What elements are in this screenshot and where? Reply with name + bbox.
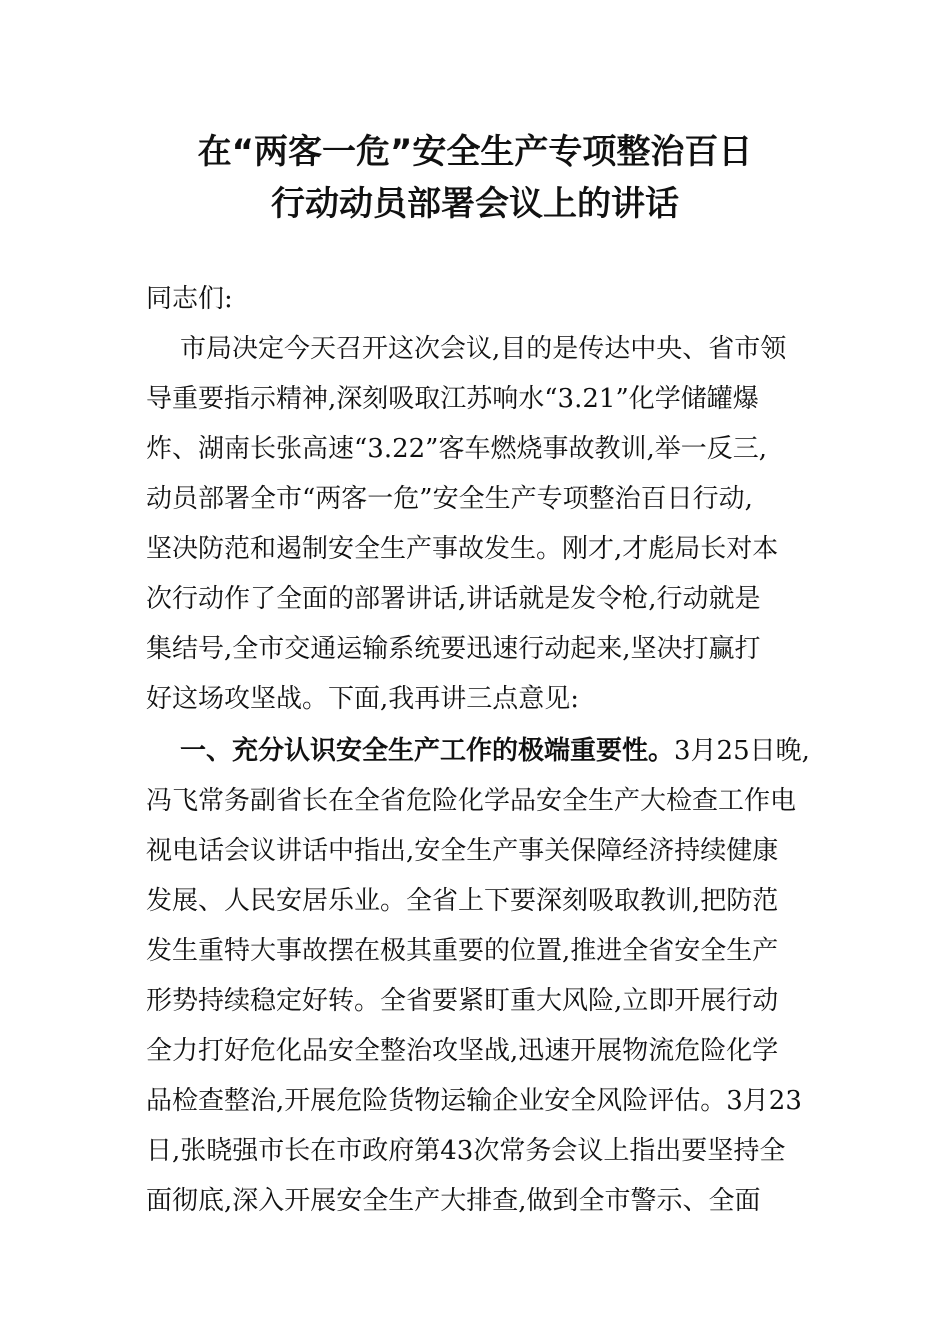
document-title-line-2: 行动动员部署会议上的讲话 bbox=[271, 184, 679, 224]
paragraph-line: 次行动作了全面的部署讲话,讲话就是发令枪,行动就是 bbox=[146, 584, 761, 614]
paragraph-line: 市局决定今天召开这次会议,目的是传达中央、省市领 bbox=[180, 334, 787, 364]
paragraph-line: 全力打好危化品安全整治攻坚战,迅速开展物流危险化学 bbox=[146, 1036, 779, 1066]
paragraph-line: 发生重特大事故摆在极其重要的位置,推进全省安全生产 bbox=[146, 936, 779, 966]
salutation: 同志们: bbox=[146, 284, 233, 314]
paragraph-line: 形势持续稳定好转。全省要紧盯重大风险,立即开展行动 bbox=[146, 986, 779, 1016]
paragraph-line: 导重要指示精神,深刻吸取江苏响水“3.21”化学储罐爆 bbox=[146, 384, 759, 414]
paragraph-line: 面彻底,深入开展安全生产大排查,做到全市警示、全面 bbox=[146, 1186, 761, 1216]
paragraph-line: 日,张晓强市长在市政府第43次常务会议上指出要坚持全 bbox=[146, 1136, 786, 1166]
paragraph-line: 炸、湖南长张高速“3.22”客车燃烧事故教训,举一反三, bbox=[146, 434, 768, 464]
section-1-first-line bbox=[146, 726, 810, 776]
paragraph-line: 视电话会议讲话中指出,安全生产事关保障经济持续健康 bbox=[146, 836, 779, 866]
paragraph-line: 动员部署全市“两客一危”安全生产专项整治百日行动, bbox=[146, 484, 753, 514]
paragraph-line: 好这场攻坚战。下面,我再讲三点意见: bbox=[146, 684, 580, 714]
paragraph-line: 集结号,全市交通运输系统要迅速行动起来,坚决打赢打 bbox=[146, 634, 761, 664]
paragraph-line: 品检查整治,开展危险货物运输企业安全风险评估。3月23 bbox=[146, 1086, 802, 1116]
section-1-heading: 一、充分认识安全生产工作的极端重要性。 bbox=[180, 736, 675, 766]
paragraph-line: 冯飞常务副省长在全省危险化学品安全生产大检查工作电 bbox=[146, 786, 797, 816]
paragraph-line: 坚决防范和遏制安全生产事故发生。刚才,才彪局长对本 bbox=[146, 534, 779, 564]
paragraph-line: 发展、人民安居乐业。全省上下要深刻吸取教训,把防范 bbox=[146, 886, 779, 916]
section-1-text: 3月25日晚, bbox=[674, 736, 810, 766]
document-title-line-1: 在“两客一危”安全生产专项整治百日 bbox=[197, 132, 753, 172]
